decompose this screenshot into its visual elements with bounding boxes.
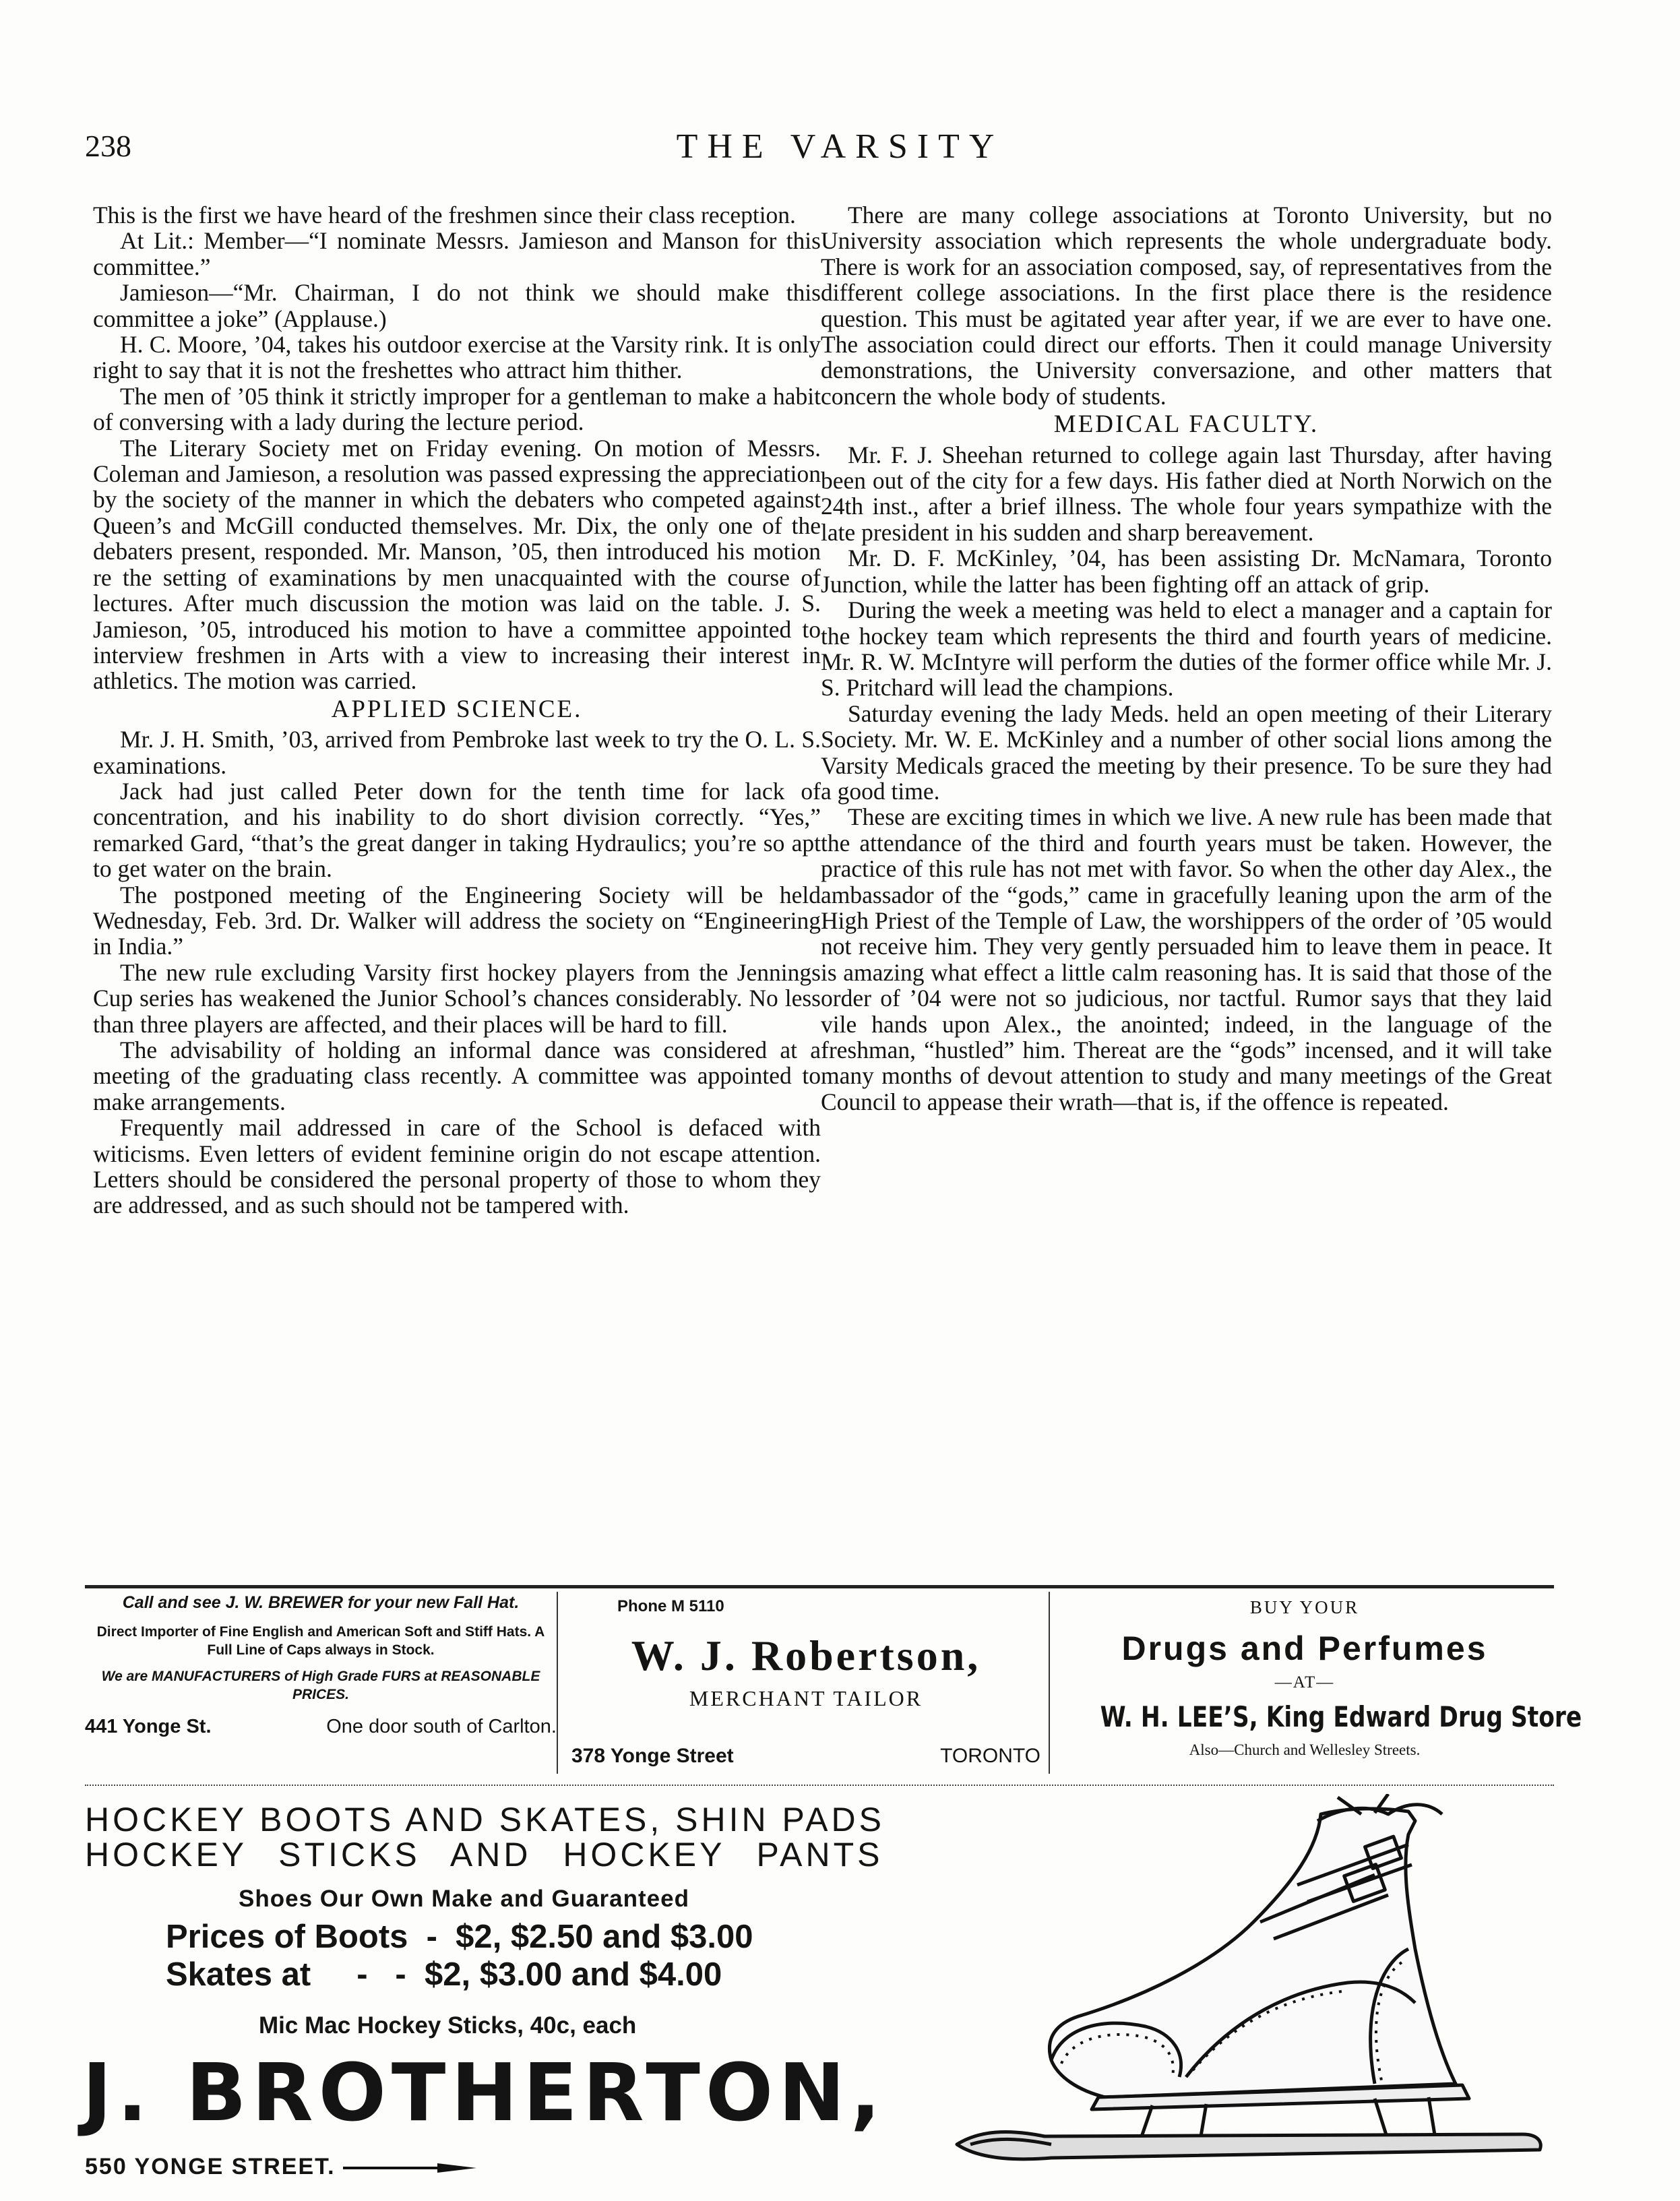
ad-brotherton-line2: HOCKEY STICKS AND HOCKEY PANTS xyxy=(85,1836,883,1873)
ad-brotherton-name: J. BROTHERTON, xyxy=(82,2046,886,2139)
ad-lee-store: W. H. LEE’S, King Edward Drug Store xyxy=(1100,1700,1582,1733)
ad-brewer-headline: Call and see J. W. BREWER for your new Fall Hat. xyxy=(122,1593,520,1612)
ad-lee-buy: BUY YOUR xyxy=(1249,1597,1360,1617)
paragraph: The men of ’05 think it strictly improper for a gentleman to make a habit of conversing with a lady during the lecture period. xyxy=(93,382,821,436)
ad-robertson-name: W. J. Robertson, xyxy=(631,1632,981,1679)
ad-brotherton-address xyxy=(85,2154,478,2180)
ad-brewer-location: One door south of Carlton. xyxy=(326,1716,557,1737)
paragraph: The new rule excluding Varsity first hockey players from the Jennings Cup series has weakened the Junior School’s chances considerably. No less than three players are affected, and their places will be hard to fill. xyxy=(93,958,821,1038)
ad-robertson xyxy=(563,1592,1050,1774)
ad-brotherton-address-text: 550 YONGE STREET. xyxy=(85,2154,336,2179)
advertisement-divider xyxy=(85,1585,1554,1588)
paragraph: Jack had just called Peter down for the tenth time for lack of concentration, and his inability to do short division correctly. “Yes,” remarked Gard, “that’s the great danger in taking Hydraulics; you’re so apt to get water on the brain. xyxy=(93,777,821,883)
ad-brotherton-boots-price: Prices of Boots - $2, $2.50 and $3.00 xyxy=(166,1919,753,1955)
paragraph: These are exciting times in which we live. A new rule has been made that the attendance of the third and fourth years must be taken. However, the practice of this rule has not met with favor. So when the other day Alex., the ambassador of the “gods,” came in gracefully leaning upon the arm of the High Priest of the Temple of Law, the worshippers of the order of ’05 would not receive him. They very gently persuaded him to leave them in peace. It is amazing what effect a little calm reasoning has. It is said that those of the order of ’04 were not so judicious, nor tactful. Rumor says that they laid vile hands upon Alex., the anointed; indeed, in the language of the freshman, “hustled” him. Thereat are the “gods” incensed, and it will take many months of devout attention to study and many meetings of the Great Council to appease their wrath—that is, if the offence is repeated. xyxy=(821,803,1552,1115)
ad-robertson-trade: MERCHANT TAILOR xyxy=(689,1686,923,1710)
paragraph: Jamieson—“Mr. Chairman, I do not think we should make this committee a joke” (Applause.) xyxy=(93,279,821,332)
paragraph: H. C. Moore, ’04, takes his outdoor exercise at the Varsity rink. It is only right to say that it is not the freshettes who attract him thither. xyxy=(93,331,821,384)
ad-robertson-phone: Phone M 5110 xyxy=(617,1597,724,1615)
ad-brewer-furs: We are MANUFACTURERS of High Grade FURS at REASONABLE PRICES. xyxy=(101,1669,540,1702)
ad-robertson-address-line xyxy=(563,1745,1049,1768)
page-number: 238 xyxy=(85,129,131,163)
ad-lee-also: Also—Church and Wellesley Streets. xyxy=(1189,1741,1421,1758)
hockey-skate-illustration xyxy=(943,1794,1550,2171)
ad-brewer xyxy=(85,1592,558,1774)
running-title: THE VARSITY xyxy=(676,127,1004,166)
ad-lee-headline: Drugs and Perfumes xyxy=(1121,1630,1488,1667)
ad-lee-at: —AT— xyxy=(1274,1673,1335,1692)
ad-robertson-city: TORONTO xyxy=(940,1745,1040,1767)
right-column xyxy=(821,202,1552,1115)
paragraph: Frequently mail addressed in care of the School is defaced with witicisms. Even letters of evident feminine origin do not escape attention. Letters should be considered the personal property of those to whom they are addressed, and as such should not be tampered with. xyxy=(93,1114,821,1219)
paragraph: There are many college associations at Toronto University, but no University association which represents the whole undergraduate body. There is work for an association composed, say, of representatives from the different college associations. In the first place there is the residence question. This must be agitated year after year, if we are ever to have one. The association could direct our efforts. Then it could manage University demonstrations, the University conversazione, and other matters that concern the whole body of students. xyxy=(821,202,1552,410)
paragraph: During the week a meeting was held to elect a manager and a captain for the hockey team which represents the third and fourth years of medicine. Mr. R. W. McIntyre will perform the duties of the former office while Mr. J. S. Pritchard will lead the champions. xyxy=(821,596,1552,702)
paragraph: Mr. D. F. McKinley, ’04, has been assisting Dr. McNamara, Toronto Junction, while the latter has been fighting off an attack of grip. xyxy=(821,545,1552,598)
ad-brewer-address: 441 Yonge St. xyxy=(85,1716,212,1737)
paragraph: This is the first we have heard of the freshmen since their class reception. xyxy=(93,202,796,228)
ad-brotherton-line1: HOCKEY BOOTS AND SKATES, SHIN PADS xyxy=(85,1801,885,1838)
section-heading-medical-faculty: MEDICAL FACULTY. xyxy=(1053,410,1319,439)
paragraph: The Literary Society met on Friday evening. On motion of Messrs. Coleman and Jamieson, a resolution was passed expressing the appreciation by the society of the manner in which the debaters who competed against Queen’s and McGill conducted themselves. Mr. Dix, the only one of the debaters present, responded. Mr. Manson, ’05, then introduced his motion re the setting of examinations by men unacquainted with the course of lectures. After much discussion the motion was laid on the table. J. S. Jamieson, ’05, introduced his motion to have a committee appointed to interview freshmen in Arts with a view to increasing their interest in athletics. The motion was carried. xyxy=(93,434,821,695)
paragraph: The postponed meeting of the Engineering Society will be held Wednesday, Feb. 3rd. Dr. Walker will address the society on “Engineering in India.” xyxy=(93,881,821,960)
ad-lee xyxy=(1055,1592,1582,1774)
ad-brewer-address-line xyxy=(85,1716,557,1738)
paragraph: Saturday evening the lady Meds. held an open meeting of their Literary Society. Mr. W. E. McKinley and a number of other social lions among the Varsity Medicals graced the meeting by their presence. To be sure they had a good time. xyxy=(821,700,1552,805)
section-heading-applied-science: APPLIED SCIENCE. xyxy=(331,695,583,723)
ad-robertson-address: 378 Yonge Street xyxy=(571,1745,734,1767)
paragraph: Mr. J. H. Smith, ’03, arrived from Pembroke last week to try the O. L. S. examinations. xyxy=(93,726,821,779)
ad-brotherton-tagline: Shoes Our Own Make and Guaranteed xyxy=(239,1886,689,1912)
ad-brotherton-sticks: Mic Mac Hockey Sticks, 40c, each xyxy=(259,2012,637,2039)
dotted-divider xyxy=(85,1785,1554,1786)
left-column xyxy=(93,202,821,1218)
ad-brotherton-skates-price: Skates at - - $2, $3.00 and $4.00 xyxy=(166,1956,722,1993)
paragraph: The advisability of holding an informal dance was considered at a meeting of the graduating class recently. A committee was appointed to make arrangements. xyxy=(93,1036,821,1115)
paragraph: At Lit.: Member—“I nominate Messrs. Jamieson and Manson for this committee.” xyxy=(93,227,821,280)
paragraph: Mr. F. J. Sheehan returned to college again last Thursday, after having been out of the city for a few days. His father died at North Norwich on the 24th inst., after a brief illness. The whole four years sympathize with the late president in his sudden and sharp bereavement. xyxy=(821,441,1552,546)
arrow-icon xyxy=(343,2161,478,2175)
ad-brewer-importer: Direct Importer of Fine English and American Soft and Stiff Hats. A Full Line of Caps always in Stock. xyxy=(96,1624,545,1658)
